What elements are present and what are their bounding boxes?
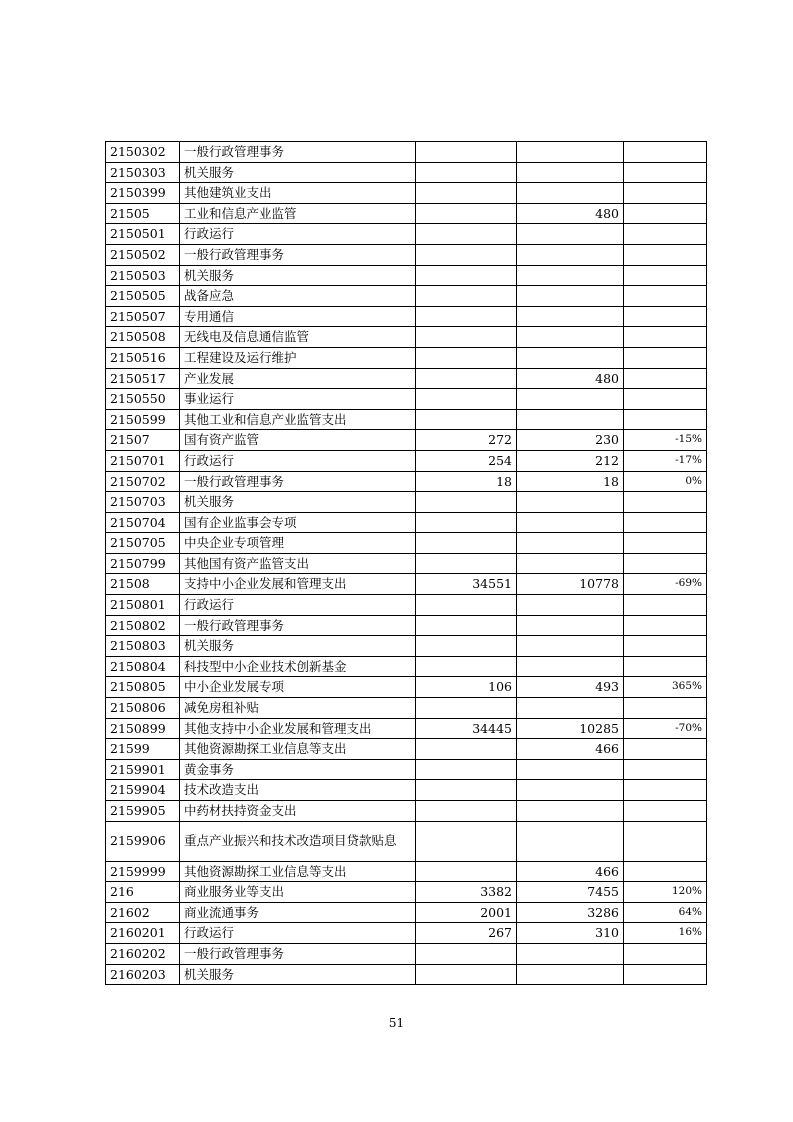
row-code: 2150802 (106, 615, 180, 636)
table-row (106, 533, 707, 554)
row-code: 2150702 (106, 471, 180, 492)
row-code: 2150705 (106, 533, 180, 554)
row-value-previous (416, 615, 517, 636)
row-value-previous: 267 (416, 923, 517, 944)
table-row (106, 801, 707, 822)
row-name: 国有资产监管 (180, 430, 416, 451)
row-change-percent (624, 636, 707, 657)
row-value-previous (416, 739, 517, 760)
row-change-percent (624, 739, 707, 760)
budget-table (105, 141, 707, 985)
row-value-previous (416, 801, 517, 822)
row-name: 机关服务 (180, 964, 416, 985)
row-value-current: 466 (517, 861, 624, 882)
row-value-current: 10285 (517, 718, 624, 739)
row-value-current (517, 821, 624, 861)
row-value-current (517, 656, 624, 677)
row-value-previous: 254 (416, 450, 517, 471)
table-row (106, 615, 707, 636)
row-value-previous (416, 964, 517, 985)
row-code: 2150803 (106, 636, 180, 657)
table-row (106, 368, 707, 389)
row-name: 产业发展 (180, 368, 416, 389)
table-row (106, 142, 707, 163)
row-change-percent: 16% (624, 923, 707, 944)
row-name: 机关服务 (180, 265, 416, 286)
row-name: 技术改造支出 (180, 780, 416, 801)
table-row (106, 409, 707, 430)
table-row (106, 943, 707, 964)
row-code: 2159905 (106, 801, 180, 822)
row-code: 2150703 (106, 492, 180, 513)
row-value-current (517, 533, 624, 554)
table-row (106, 492, 707, 513)
row-value-current (517, 183, 624, 204)
row-code: 2150517 (106, 368, 180, 389)
table-row (106, 224, 707, 245)
row-code: 2150899 (106, 718, 180, 739)
row-value-current (517, 512, 624, 533)
row-value-previous (416, 821, 517, 861)
row-change-percent (624, 409, 707, 430)
row-value-previous (416, 306, 517, 327)
row-code: 21507 (106, 430, 180, 451)
row-value-previous (416, 203, 517, 224)
row-value-current: 493 (517, 677, 624, 698)
row-value-current (517, 142, 624, 163)
table-row (106, 286, 707, 307)
table-row (106, 471, 707, 492)
row-value-current (517, 801, 624, 822)
row-name: 行政运行 (180, 224, 416, 245)
row-value-current (517, 492, 624, 513)
row-value-current (517, 943, 624, 964)
row-value-current: 18 (517, 471, 624, 492)
table-row (106, 347, 707, 368)
row-code: 2150502 (106, 244, 180, 265)
row-name: 其他工业和信息产业监管支出 (180, 409, 416, 430)
row-code: 2159901 (106, 759, 180, 780)
row-value-current: 466 (517, 739, 624, 760)
row-code: 21505 (106, 203, 180, 224)
row-value-current (517, 615, 624, 636)
row-code: 2159999 (106, 861, 180, 882)
row-value-previous (416, 533, 517, 554)
row-value-current (517, 698, 624, 719)
row-value-current: 7455 (517, 882, 624, 903)
row-change-percent (624, 533, 707, 554)
row-code: 2150505 (106, 286, 180, 307)
row-value-previous: 272 (416, 430, 517, 451)
row-name: 行政运行 (180, 923, 416, 944)
row-value-previous (416, 327, 517, 348)
row-value-current: 3286 (517, 902, 624, 923)
row-name: 机关服务 (180, 162, 416, 183)
row-value-current (517, 244, 624, 265)
row-change-percent (624, 142, 707, 163)
row-value-previous: 34551 (416, 574, 517, 595)
row-change-percent: 365% (624, 677, 707, 698)
row-value-previous (416, 656, 517, 677)
row-value-previous: 2001 (416, 902, 517, 923)
row-change-percent (624, 943, 707, 964)
table-row (106, 821, 707, 861)
row-code: 2160201 (106, 923, 180, 944)
row-code: 2160203 (106, 964, 180, 985)
row-name: 中央企业专项管理 (180, 533, 416, 554)
row-value-previous (416, 780, 517, 801)
row-value-current (517, 409, 624, 430)
row-code: 2150507 (106, 306, 180, 327)
row-value-current: 310 (517, 923, 624, 944)
table-row (106, 677, 707, 698)
table-row (106, 327, 707, 348)
row-value-previous (416, 286, 517, 307)
row-name: 国有企业监事会专项 (180, 512, 416, 533)
table-row (106, 203, 707, 224)
row-value-current: 230 (517, 430, 624, 451)
table-row (106, 861, 707, 882)
row-change-percent (624, 244, 707, 265)
row-value-current (517, 347, 624, 368)
row-value-current: 10778 (517, 574, 624, 595)
row-value-current (517, 265, 624, 286)
row-value-previous (416, 636, 517, 657)
row-value-current (517, 595, 624, 616)
table-row (106, 450, 707, 471)
row-name: 科技型中小企业技术创新基金 (180, 656, 416, 677)
row-value-current (517, 224, 624, 245)
row-value-current (517, 964, 624, 985)
row-change-percent (624, 801, 707, 822)
table-row (106, 718, 707, 739)
row-value-current (517, 636, 624, 657)
row-name: 机关服务 (180, 492, 416, 513)
row-change-percent (624, 615, 707, 636)
row-name: 行政运行 (180, 595, 416, 616)
row-value-previous (416, 409, 517, 430)
row-value-previous (416, 595, 517, 616)
table-row (106, 574, 707, 595)
row-name: 商业流通事务 (180, 902, 416, 923)
row-value-previous (416, 368, 517, 389)
row-value-previous (416, 347, 517, 368)
row-value-previous: 3382 (416, 882, 517, 903)
row-value-current: 480 (517, 368, 624, 389)
row-code: 2150516 (106, 347, 180, 368)
row-name: 重点产业振兴和技术改造项目贷款贴息 (180, 821, 416, 861)
row-value-previous (416, 553, 517, 574)
row-change-percent (624, 162, 707, 183)
row-name: 无线电及信息通信监管 (180, 327, 416, 348)
row-change-percent: -70% (624, 718, 707, 739)
table-row (106, 780, 707, 801)
row-code: 2159904 (106, 780, 180, 801)
row-change-percent (624, 347, 707, 368)
table-row (106, 882, 707, 903)
row-change-percent (624, 183, 707, 204)
row-change-percent (624, 286, 707, 307)
row-value-current: 212 (517, 450, 624, 471)
row-name: 一般行政管理事务 (180, 615, 416, 636)
row-change-percent (624, 553, 707, 574)
row-value-previous (416, 492, 517, 513)
row-code: 2150799 (106, 553, 180, 574)
row-change-percent (624, 698, 707, 719)
table-row (106, 430, 707, 451)
row-value-previous (416, 698, 517, 719)
row-change-percent (624, 780, 707, 801)
table-row (106, 512, 707, 533)
row-name: 其他建筑业支出 (180, 183, 416, 204)
row-name: 工程建设及运行维护 (180, 347, 416, 368)
row-change-percent (624, 492, 707, 513)
row-change-percent (624, 512, 707, 533)
table-row (106, 636, 707, 657)
table-row (106, 389, 707, 410)
row-code: 2150701 (106, 450, 180, 471)
row-change-percent: 64% (624, 902, 707, 923)
row-change-percent: -15% (624, 430, 707, 451)
row-code: 2160202 (106, 943, 180, 964)
row-name: 战备应急 (180, 286, 416, 307)
row-name: 机关服务 (180, 636, 416, 657)
row-name: 行政运行 (180, 450, 416, 471)
row-code: 2150508 (106, 327, 180, 348)
row-change-percent (624, 861, 707, 882)
row-name: 中小企业发展专项 (180, 677, 416, 698)
table-row (106, 739, 707, 760)
row-code: 2150804 (106, 656, 180, 677)
row-code: 2159906 (106, 821, 180, 861)
row-value-current (517, 553, 624, 574)
row-code: 21599 (106, 739, 180, 760)
table-row (106, 183, 707, 204)
row-value-previous (416, 389, 517, 410)
row-name: 中药材扶持资金支出 (180, 801, 416, 822)
row-change-percent (624, 389, 707, 410)
row-code: 216 (106, 882, 180, 903)
row-code: 2150399 (106, 183, 180, 204)
row-value-current (517, 162, 624, 183)
row-value-previous (416, 162, 517, 183)
table-row (106, 553, 707, 574)
row-code: 21508 (106, 574, 180, 595)
table-row (106, 902, 707, 923)
row-change-percent: 120% (624, 882, 707, 903)
table-row (106, 306, 707, 327)
row-name: 其他资源勘探工业信息等支出 (180, 739, 416, 760)
row-change-percent: -69% (624, 574, 707, 595)
row-code: 2150801 (106, 595, 180, 616)
row-value-previous (416, 943, 517, 964)
row-name: 工业和信息产业监管 (180, 203, 416, 224)
row-change-percent (624, 224, 707, 245)
row-code: 2150599 (106, 409, 180, 430)
row-value-current (517, 286, 624, 307)
row-name: 一般行政管理事务 (180, 142, 416, 163)
row-change-percent (624, 265, 707, 286)
row-value-previous: 106 (416, 677, 517, 698)
row-change-percent (624, 306, 707, 327)
table-body (106, 142, 707, 985)
row-value-previous: 34445 (416, 718, 517, 739)
row-code: 21602 (106, 902, 180, 923)
row-change-percent: -17% (624, 450, 707, 471)
row-value-current (517, 759, 624, 780)
row-change-percent (624, 964, 707, 985)
row-name: 一般行政管理事务 (180, 943, 416, 964)
table-row (106, 923, 707, 944)
row-code: 2150501 (106, 224, 180, 245)
table-row (106, 759, 707, 780)
row-code: 2150503 (106, 265, 180, 286)
row-value-previous (416, 224, 517, 245)
row-value-previous (416, 244, 517, 265)
row-change-percent: 0% (624, 471, 707, 492)
row-value-previous (416, 512, 517, 533)
row-code: 2150806 (106, 698, 180, 719)
row-name: 其他国有资产监管支出 (180, 553, 416, 574)
table-row (106, 162, 707, 183)
row-name: 事业运行 (180, 389, 416, 410)
page-number: 51 (388, 1016, 405, 1030)
row-name: 商业服务业等支出 (180, 882, 416, 903)
row-code: 2150704 (106, 512, 180, 533)
row-name: 专用通信 (180, 306, 416, 327)
row-name: 其他支持中小企业发展和管理支出 (180, 718, 416, 739)
row-change-percent (624, 595, 707, 616)
row-value-previous (416, 265, 517, 286)
row-code: 2150302 (106, 142, 180, 163)
row-name: 支持中小企业发展和管理支出 (180, 574, 416, 595)
row-value-current (517, 780, 624, 801)
row-change-percent (624, 327, 707, 348)
row-change-percent (624, 203, 707, 224)
row-code: 2150303 (106, 162, 180, 183)
row-change-percent (624, 821, 707, 861)
row-value-previous: 18 (416, 471, 517, 492)
table-row (106, 964, 707, 985)
row-name: 黄金事务 (180, 759, 416, 780)
row-change-percent (624, 656, 707, 677)
row-value-current (517, 306, 624, 327)
table-row (106, 656, 707, 677)
row-change-percent (624, 368, 707, 389)
table-row (106, 595, 707, 616)
table-row (106, 244, 707, 265)
row-value-previous (416, 183, 517, 204)
row-name: 其他资源勘探工业信息等支出 (180, 861, 416, 882)
row-name: 一般行政管理事务 (180, 471, 416, 492)
row-change-percent (624, 759, 707, 780)
table-row (106, 265, 707, 286)
table-row (106, 698, 707, 719)
row-value-current: 480 (517, 203, 624, 224)
row-name: 一般行政管理事务 (180, 244, 416, 265)
row-value-previous (416, 759, 517, 780)
row-value-previous (416, 142, 517, 163)
row-value-current (517, 327, 624, 348)
row-code: 2150805 (106, 677, 180, 698)
row-value-current (517, 389, 624, 410)
row-code: 2150550 (106, 389, 180, 410)
row-name: 减免房租补贴 (180, 698, 416, 719)
row-value-previous (416, 861, 517, 882)
